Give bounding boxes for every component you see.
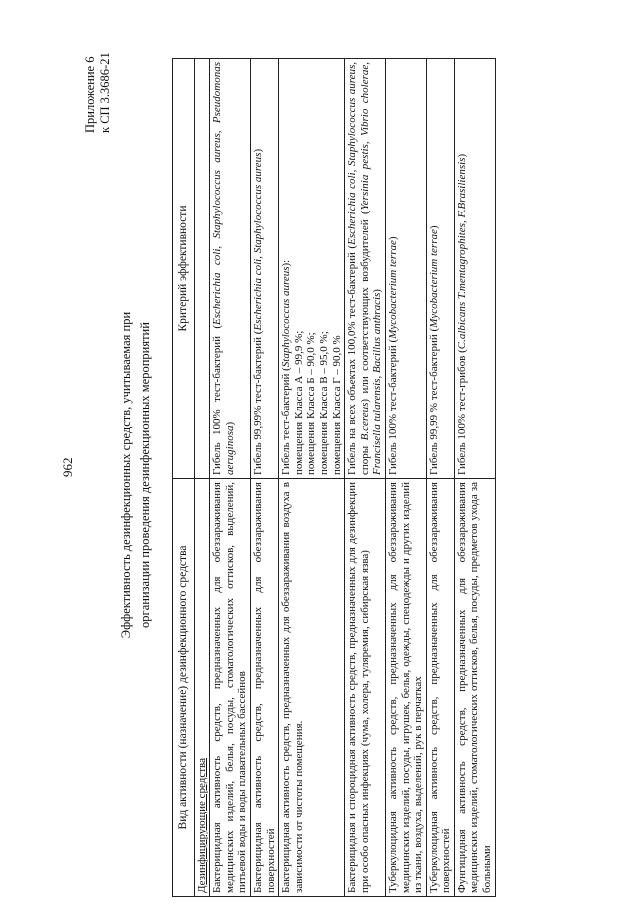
criterion-cell <box>345 59 386 479</box>
column-header-criterion: Критерий эффективности <box>173 59 195 479</box>
criterion-text: Гибель 100% тест-бактерий ( <box>211 325 224 475</box>
criterion-cell <box>454 59 495 479</box>
criterion-text: Гибель 99,99% тест-бактерий ( <box>251 330 264 475</box>
criterion-text: Гибель тест-бактерий ( <box>280 367 293 475</box>
section-row <box>194 59 210 897</box>
criterion-text-end: ) <box>371 289 384 293</box>
criterion-text: Гибель 100% тест-бактерий ( <box>386 338 399 475</box>
appendix-line-1: Приложение 6 <box>83 56 97 133</box>
efficacy-table <box>172 58 496 897</box>
criterion-cell <box>279 59 345 479</box>
room-class-a: помещения Класса А – 99,9 %; <box>292 330 305 475</box>
section-title: Дезинфицирующие средства <box>194 479 210 897</box>
criterion-species: Mycobacterium terrae <box>427 229 440 328</box>
criterion-text-mid: , споры <box>346 62 371 475</box>
title-line-1: Эффективность дезинфекционных средств, учитываемая при <box>119 311 133 639</box>
criterion-cell <box>210 59 251 479</box>
criterion-species: Escherichia coli, Staphylococcus aureus <box>346 64 359 245</box>
activity-cell: Туберкулоцидная активность средств, предназначенных для обеззараживания медицинских изделий, посуды, игрушек, белья, одежды, спецодежды и других изделий из ткани, воздуха, выделений, рук в перчатках <box>385 479 426 897</box>
activity-cell: Бактерицидная активность средств, предназначенных для обеззараживания воздуха в зависимости от чистоты помещения. <box>279 479 345 897</box>
criterion-species: C.albicans T.mentagrophites, F.Brasiliensis <box>455 157 468 350</box>
appendix-line-2: к СП 3.3686-21 <box>98 52 112 133</box>
table-row <box>279 59 345 897</box>
criterion-text-end: ): <box>280 259 293 267</box>
table-header-row <box>173 59 195 897</box>
table-row <box>385 59 426 897</box>
section-empty-cell <box>194 59 210 479</box>
page-number: 962 <box>60 457 75 477</box>
criterion-text-end: ) <box>223 421 236 426</box>
room-class-g: помещения Класса Г – 90,0 % <box>330 335 343 475</box>
criterion-text-end: ) <box>427 225 440 230</box>
page-title <box>117 205 155 745</box>
criterion-cell <box>250 59 278 479</box>
room-class-v: помещения Класса В – 95,0 %; <box>317 331 330 475</box>
criterion-species: Staphylococcus aureus <box>280 266 293 368</box>
criterion-text-end: ) <box>455 153 468 158</box>
table-row <box>426 59 454 897</box>
activity-cell: Фунгицидная активность средств, предназначенных для обеззараживания медицинских изделий, стоматологических оттисков, белья, посуды, предметов ухода за больными <box>454 479 495 897</box>
table-row <box>454 59 495 897</box>
criterion-text-mid2: ) или соответствующих возбудителей ( <box>358 210 371 403</box>
title-line-2: организации проведения дезинфекционных мероприятий <box>138 322 152 628</box>
table-row <box>345 59 386 897</box>
room-class-b: помещения Класса Б – 90,0 %; <box>305 332 318 475</box>
activity-cell: Бактерицидная активность средств, предназначенных для обеззараживания поверхностей <box>250 479 278 897</box>
criterion-cell <box>385 59 426 479</box>
table-row <box>250 59 278 897</box>
criterion-text: Гибель 99,99 % тест-бактерий ( <box>427 327 440 475</box>
criterion-pathogens: Yersinia pestis, Vibrio cholerae, Francisella tularensis, Bacillus anthracis <box>358 62 384 475</box>
activity-cell: Туберкулоцидная активность средств, предназначенных для обеззараживания поверхностей <box>426 479 454 897</box>
criterion-species: Mycobacterium terrae <box>386 240 399 339</box>
criterion-species: Escherichia coli, Staphylococcus aureus, Pseudomonas aeruginosa <box>211 62 236 475</box>
criterion-text: Гибель на всех объектах 100,0% тест-бактерий ( <box>346 244 359 475</box>
criterion-text: Гибель 100% тест-грибов ( <box>455 349 468 475</box>
table-row <box>210 59 251 897</box>
criterion-species-spores: B.cereus <box>358 402 371 441</box>
activity-cell: Бактерицидная активность средств, предназначенных для обеззараживания медицинских изделий, белья, посуды, стоматологических оттисков, выделений, питьевой воды и воды плавательных бассейнов <box>210 479 251 897</box>
appendix-reference <box>83 52 113 133</box>
criterion-species: Escherichia coli, Staphylococcus aureus <box>251 152 264 331</box>
criterion-cell <box>426 59 454 479</box>
column-header-activity: Вид активности (назначение) дезинфекционного средства <box>173 479 195 897</box>
criterion-text-end: ) <box>386 236 399 241</box>
activity-cell: Бактерицидная и спороцидная активность средств, предназначенных для дезинфекции при особо опасных инфекциях (чума, холера, туляремия, сибирская язва) <box>345 479 386 897</box>
criterion-text-end: ) <box>251 148 264 153</box>
